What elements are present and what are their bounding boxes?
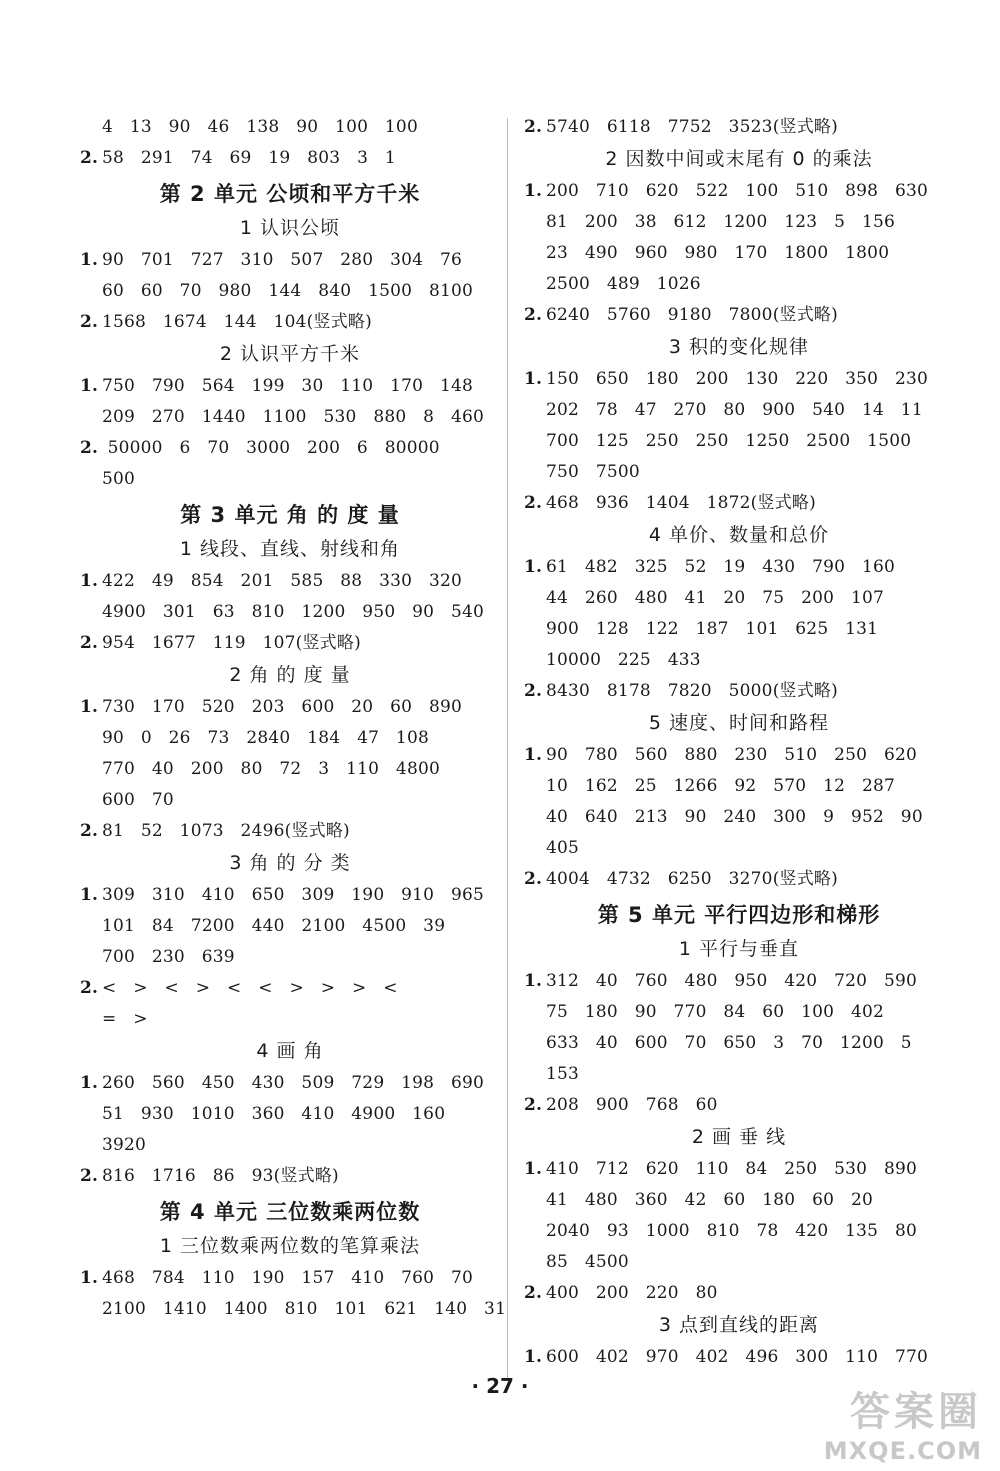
answer-values: 5740 6118 7752 3523(竖式略) [546, 117, 838, 137]
question-number: 1. [524, 1159, 543, 1179]
answer-continuation: 202 78 47 270 80 900 540 14 11 [546, 400, 923, 420]
question-number: 2. [80, 978, 99, 998]
answer-line [80, 371, 500, 402]
answer-continuation: 900 128 122 187 101 625 131 [546, 619, 879, 639]
question-number: 2. [524, 1283, 543, 1303]
answer-continuation: 2100 1410 1400 810 101 621 140 31 [102, 1299, 507, 1319]
answer-line [524, 966, 954, 997]
answer-continuation: 405 [546, 838, 580, 858]
question-number: 1. [80, 376, 99, 396]
question-number: 1. [524, 971, 543, 991]
answer-line [524, 864, 954, 895]
section-heading: 2 角 的 度 量 [229, 664, 351, 686]
answer-values: 260 560 450 430 509 729 198 690 [102, 1073, 485, 1093]
answer-line [524, 176, 954, 207]
answer-values: 1568 1674 144 104(竖式略) [102, 312, 372, 332]
watermark-logo [824, 1380, 982, 1465]
answer-continuation: 700 230 639 [102, 947, 235, 967]
section-heading: 2 因数中间或末尾有 0 的乘法 [605, 148, 873, 170]
answer-values: 410 712 620 110 84 250 530 890 [546, 1159, 918, 1179]
question-number: 1. [80, 1073, 99, 1093]
answer-values: 816 1716 86 93(竖式略) [102, 1166, 339, 1186]
answer-values: 400 200 220 80 [546, 1283, 718, 1303]
answer-continuation: 4 13 90 46 138 90 100 100 [102, 117, 418, 137]
question-number: 2. [80, 438, 99, 458]
answer-values: 600 402 970 402 496 300 110 770 [546, 1347, 929, 1367]
answer-continuation: 2500 489 1026 [546, 274, 701, 294]
page-number: · 27 · [471, 1374, 529, 1398]
question-number: 1. [80, 250, 99, 270]
answer-continuation: 23 490 960 980 170 1800 1800 [546, 243, 890, 263]
answer-continuation: 75 180 90 770 84 60 100 402 [546, 1002, 884, 1022]
answer-line [524, 1278, 954, 1309]
answer-line [524, 1090, 954, 1121]
answer-line [524, 1342, 954, 1373]
answer-values: 81 52 1073 2496(竖式略) [102, 821, 350, 841]
answer-continuation: 2040 93 1000 810 78 420 135 80 [546, 1221, 918, 1241]
section-heading: 1 线段、直线、射线和角 [179, 538, 401, 560]
answer-line [524, 552, 954, 583]
answer-line [80, 1161, 500, 1192]
answer-line [80, 692, 500, 723]
question-number: 1. [80, 571, 99, 591]
answer-line [80, 973, 500, 1004]
answer-line [80, 307, 500, 338]
question-number: 2. [524, 117, 543, 137]
unit-heading: 第 4 单元 三位数乘两位数 [159, 1200, 421, 1224]
answer-continuation: 3920 [102, 1135, 147, 1155]
answer-continuation: 500 [102, 469, 136, 489]
answer-line [524, 1154, 954, 1185]
question-number: 2. [80, 633, 99, 653]
answer-values: 4004 4732 6250 3270(竖式略) [546, 869, 838, 889]
answer-values: 309 310 410 650 309 190 910 965 [102, 885, 485, 905]
section-heading: 3 积的变化规律 [668, 336, 810, 358]
answer-line [524, 364, 954, 395]
answer-continuation: 101 84 7200 440 2100 4500 39 [102, 916, 446, 936]
answer-line [80, 1068, 500, 1099]
question-number: 2. [524, 1095, 543, 1115]
answer-continuation: 81 200 38 612 1200 123 5 156 [546, 212, 896, 232]
question-number: 2. [524, 305, 543, 325]
answer-continuation: 600 70 [102, 790, 174, 810]
section-heading: 2 认识平方千米 [219, 343, 361, 365]
question-number: 2. [524, 493, 543, 513]
question-number: 1. [524, 369, 543, 389]
answer-line [80, 880, 500, 911]
answer-values: 750 790 564 199 30 110 170 148 [102, 376, 474, 396]
answer-line [524, 676, 954, 707]
answer-values: 50000 6 70 3000 200 6 80000 [102, 438, 440, 458]
answer-values: 200 710 620 522 100 510 898 630 [546, 181, 929, 201]
question-number: 1. [80, 1268, 99, 1288]
section-heading: 3 角 的 分 类 [229, 852, 351, 874]
answer-continuation: = > [102, 1009, 148, 1029]
section-heading: 2 画 垂 线 [691, 1126, 787, 1148]
answer-continuation: 40 640 213 90 240 300 9 952 90 [546, 807, 923, 827]
question-number: 2. [524, 869, 543, 889]
answer-continuation: 41 480 360 42 60 180 60 20 [546, 1190, 873, 1210]
question-number: 1. [80, 885, 99, 905]
section-heading: 1 三位数乘两位数的笔算乘法 [159, 1235, 421, 1257]
answer-line [524, 300, 954, 331]
answer-values: 8430 8178 7820 5000(竖式略) [546, 681, 838, 701]
question-number: 1. [524, 181, 543, 201]
answer-values: 58 291 74 69 19 803 3 1 [102, 148, 396, 168]
answer-continuation: 44 260 480 41 20 75 200 107 [546, 588, 884, 608]
question-number: 2. [80, 1166, 99, 1186]
answer-values: 150 650 180 200 130 220 350 230 [546, 369, 929, 389]
answer-line [80, 245, 500, 276]
section-heading: 4 单价、数量和总价 [648, 524, 830, 546]
answer-line [80, 816, 500, 847]
answer-values: 61 482 325 52 19 430 790 160 [546, 557, 896, 577]
question-number: 1. [524, 1347, 543, 1367]
answer-line [80, 628, 500, 659]
question-number: 2. [524, 681, 543, 701]
answer-continuation: 4900 301 63 810 1200 950 90 540 [102, 602, 485, 622]
question-number: 2. [80, 821, 99, 841]
answer-values: < > < > < < > > > < [102, 978, 398, 998]
answer-continuation: 770 40 200 80 72 3 110 4800 [102, 759, 440, 779]
unit-heading: 第 3 单元 角 的 度 量 [180, 503, 400, 527]
section-heading: 1 平行与垂直 [678, 938, 800, 960]
answer-line [524, 488, 954, 519]
section-heading: 4 画 角 [256, 1040, 324, 1062]
section-heading: 3 点到直线的距离 [658, 1314, 820, 1336]
answer-values: 468 936 1404 1872(竖式略) [546, 493, 816, 513]
answer-continuation: 153 [546, 1064, 580, 1084]
answer-continuation: 51 930 1010 360 410 4900 160 [102, 1104, 446, 1124]
answer-values: 312 40 760 480 950 420 720 590 [546, 971, 918, 991]
answer-values: 208 900 768 60 [546, 1095, 718, 1115]
answer-values: 90 701 727 310 507 280 304 76 [102, 250, 463, 270]
answer-continuation: 90 0 26 73 2840 184 47 108 [102, 728, 429, 748]
section-heading: 1 认识公顷 [239, 217, 341, 239]
right-column [524, 112, 954, 1373]
answer-line [80, 1263, 500, 1294]
answer-values: 6240 5760 9180 7800(竖式略) [546, 305, 838, 325]
answer-values: 954 1677 119 107(竖式略) [102, 633, 361, 653]
answer-continuation: 700 125 250 250 1250 2500 1500 [546, 431, 912, 451]
answer-values: 468 784 110 190 157 410 760 70 [102, 1268, 474, 1288]
answer-continuation: 85 4500 [546, 1252, 629, 1272]
question-number: 2. [80, 148, 99, 168]
answer-continuation: 10000 225 433 [546, 650, 701, 670]
question-number: 2. [80, 312, 99, 332]
answer-line [80, 566, 500, 597]
answer-line [80, 433, 500, 464]
column-divider [507, 118, 508, 1378]
watermark-main: 答案圈 [850, 1389, 982, 1435]
answer-line [80, 143, 500, 174]
question-number: 1. [80, 697, 99, 717]
answer-continuation: 209 270 1440 1100 530 880 8 460 [102, 407, 485, 427]
question-number: 1. [524, 745, 543, 765]
answer-line [524, 740, 954, 771]
answer-values: 90 780 560 880 230 510 250 620 [546, 745, 918, 765]
answer-continuation: 10 162 25 1266 92 570 12 287 [546, 776, 896, 796]
answer-continuation: 633 40 600 70 650 3 70 1200 5 [546, 1033, 912, 1053]
answer-values: 422 49 854 201 585 88 330 320 [102, 571, 463, 591]
answer-line [524, 112, 954, 143]
left-column [80, 112, 507, 1325]
answer-continuation: 750 7500 [546, 462, 640, 482]
answer-values: 730 170 520 203 600 20 60 890 [102, 697, 463, 717]
answer-continuation: 60 60 70 980 144 840 1500 8100 [102, 281, 474, 301]
question-number: 1. [524, 557, 543, 577]
unit-heading: 第 2 单元 公顷和平方千米 [159, 182, 421, 206]
unit-heading: 第 5 单元 平行四边形和梯形 [597, 903, 881, 927]
section-heading: 5 速度、时间和路程 [648, 712, 830, 734]
watermark-sub: MXQE.COM [823, 1437, 982, 1465]
